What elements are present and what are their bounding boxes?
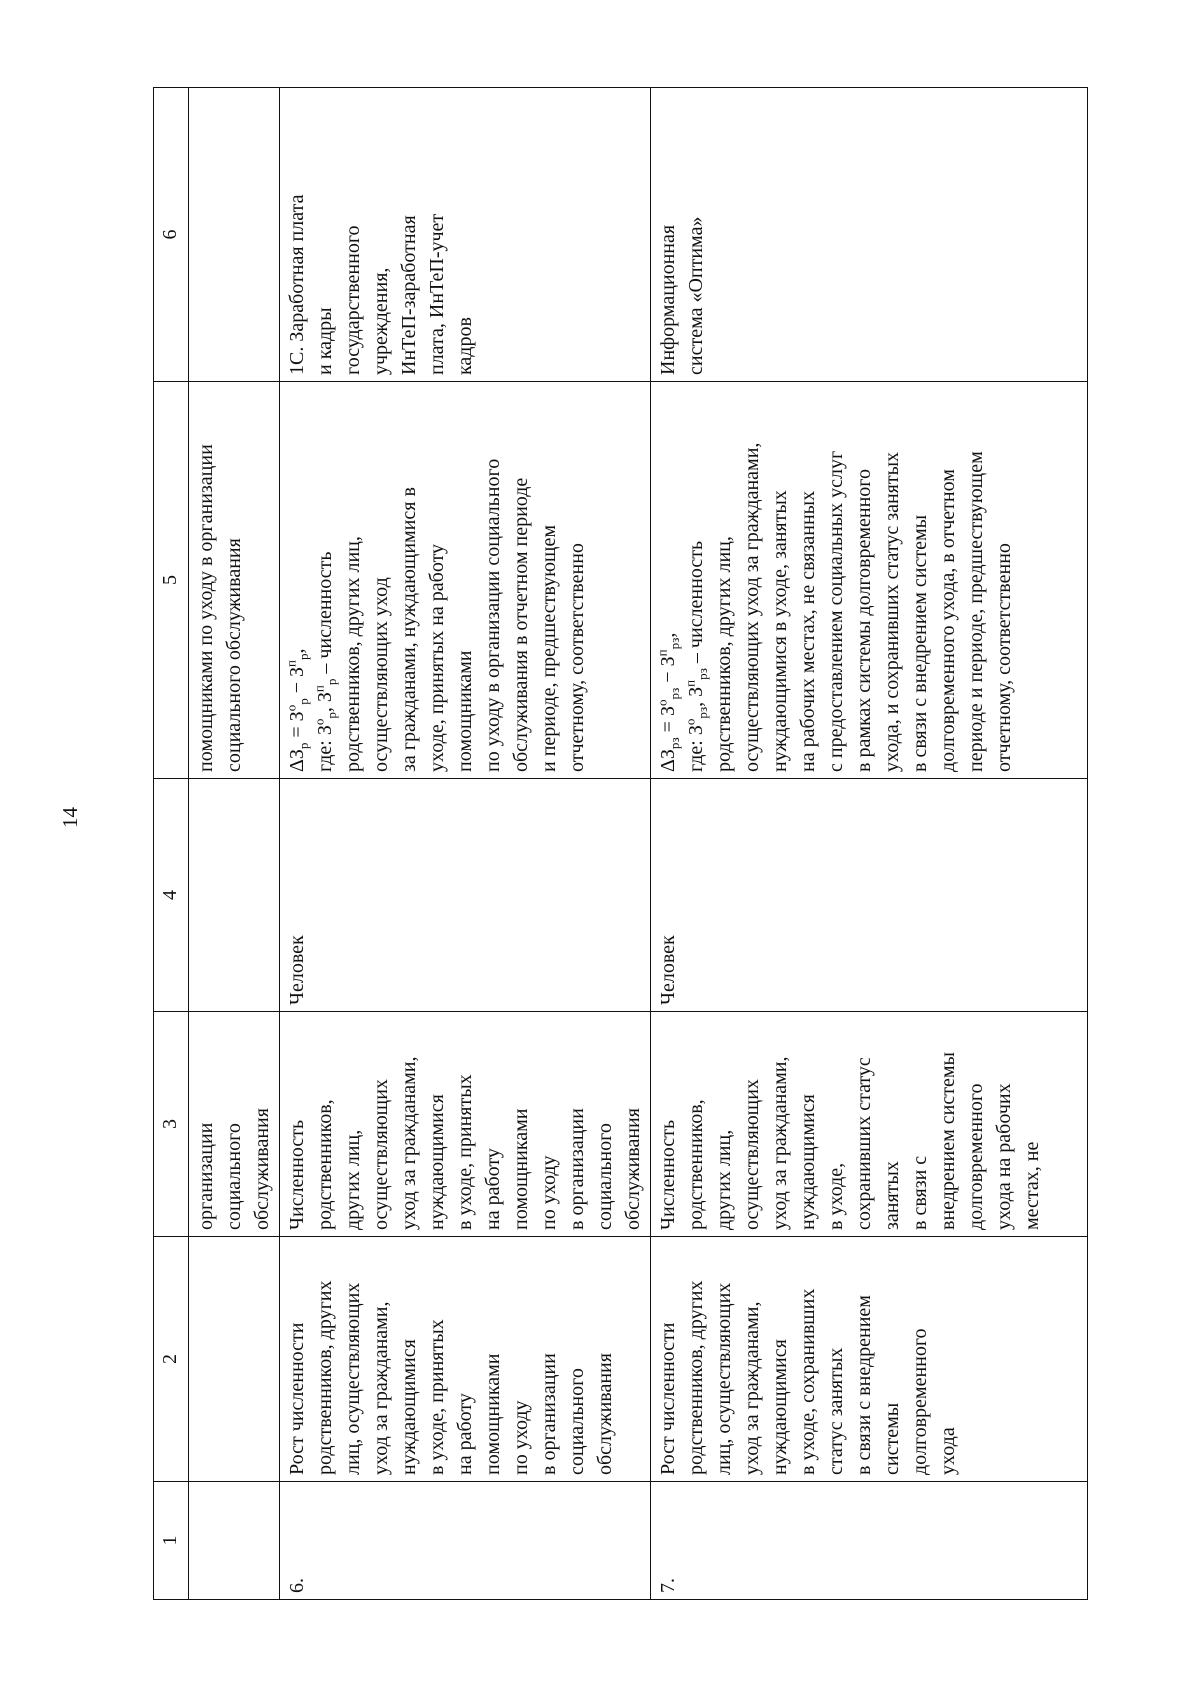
text-line: в уходе, сохранивших [797, 1288, 819, 1475]
table-row [651, 88, 1088, 1600]
formula: $\Delta З_{рз} = З^о_{рз} - З^п_{рз}$, [654, 632, 682, 772]
text-line: отчетному, соответственно [566, 543, 588, 772]
text-line: родственников, других [314, 1280, 336, 1475]
text-line: нуждающимися [797, 1094, 819, 1230]
indicator-table [153, 87, 1088, 1600]
text-line: по уходу [510, 1400, 532, 1475]
header-col-1: 1 [154, 1482, 189, 1600]
indicator-name-cell [280, 1237, 651, 1482]
text-line: и кадры [314, 307, 336, 375]
text-line: уход за гражданами, [769, 1056, 791, 1230]
continuation-method-cell [189, 382, 280, 779]
text-line: в связи с [909, 1155, 931, 1230]
formula-where: где: $З^о_р$, $З^п_р$ – численность [311, 551, 339, 772]
text-line: социального [566, 1368, 588, 1475]
text-line: ухода на рабочих [993, 1083, 1015, 1230]
text-line: помощниками [454, 650, 476, 772]
unit-cell: Человек [280, 779, 651, 1012]
text-line: сохранивших статус [853, 1057, 875, 1230]
text-line: на работу [482, 1148, 504, 1230]
cell-empty [189, 88, 280, 382]
text-line: плата, ИнТеП-учет [426, 213, 448, 375]
text-line: учреждения, [370, 267, 392, 375]
text-line: в организации [566, 1108, 588, 1230]
text-line: других лиц, [342, 1129, 364, 1230]
text-line: уход за гражданами, [741, 1301, 763, 1475]
text-line: долговременного [909, 1328, 931, 1475]
text-line: осуществляющих [370, 1079, 392, 1230]
text-line: Численность [286, 1119, 308, 1230]
text-line: в уходе, принятых [426, 1319, 448, 1475]
text-line: местах, не [1021, 1141, 1043, 1230]
row-number: 7. [651, 1482, 1088, 1600]
text-line: за гражданами, нуждающимися в [398, 487, 420, 772]
text-line: организации [195, 1122, 217, 1230]
text-line: ухода [937, 1427, 959, 1475]
text-line: в связи с внедрением [853, 1295, 875, 1475]
calculation-method-cell [651, 382, 1088, 779]
method-text [710, 388, 1018, 772]
text-line: 1С. Заработная плата [286, 194, 308, 375]
text-line: уход за гражданами, [398, 1056, 420, 1230]
text-line: обслуживания [251, 1108, 273, 1230]
text-line: родственников, [314, 1099, 336, 1230]
text-line: в организации [538, 1353, 560, 1475]
text-line: социального [594, 1123, 616, 1230]
header-col-4: 4 [154, 779, 189, 1012]
text-line: ИнТеП-заработная [398, 215, 420, 375]
text-line: долговременного ухода, в отчетном [937, 469, 959, 772]
text-line: нуждающимися [426, 1094, 448, 1230]
text-line: обслуживания [622, 1108, 644, 1230]
text-line: в уходе, принятых [454, 1074, 476, 1230]
text-line: внедрением системы [937, 1052, 959, 1230]
text-line: занятых [881, 1161, 903, 1230]
header-col-5: 5 [154, 382, 189, 779]
row-number: 6. [280, 1482, 651, 1600]
text-line: с предоставлением социальных услуг [825, 450, 847, 772]
text-line: статус занятых [825, 1347, 847, 1475]
continuation-row [189, 88, 280, 1600]
text-line: нуждающимися в уходе, занятых [769, 490, 791, 772]
text-line: по уходу в организации социального [482, 458, 504, 772]
text-line: в связи с внедрением системы [909, 514, 931, 772]
text-line: отчетному, соответственно [993, 543, 1015, 772]
text-line: государственного [342, 225, 364, 375]
text-line: в уходе, [825, 1162, 847, 1230]
cell-empty [189, 1237, 280, 1482]
table-row [280, 88, 651, 1600]
text-line: родственников, других [685, 1280, 707, 1475]
table-rotated-container [153, 88, 1091, 1600]
header-col-2: 2 [154, 1237, 189, 1482]
text-line: родственников, других лиц, [342, 536, 364, 772]
continuation-description-cell [189, 1012, 280, 1237]
cell-empty [189, 779, 280, 1012]
text-line: обслуживания в отчетном периоде [510, 477, 532, 772]
text-line: помощниками [482, 1353, 504, 1475]
page-number: 14 [58, 807, 82, 828]
indicator-description-cell [651, 1012, 1088, 1237]
text-line: осуществляющих [741, 1079, 763, 1230]
text-line: долговременного [965, 1083, 987, 1230]
text-line: лиц, осуществляющих [342, 1282, 364, 1475]
text-line: осуществляющих уход [370, 577, 392, 772]
text-line: система «Оптима» [685, 216, 707, 375]
text-line: ухода, и сохранивших статус занятых [881, 451, 903, 772]
text-line: других лиц, [713, 1129, 735, 1230]
text-line: по уходу [538, 1155, 560, 1230]
text-line: в рамках системы долговременного [853, 469, 875, 772]
formula: $\Delta З_р = З^о_р - З^п_р$, [283, 648, 311, 772]
text-line: системы [881, 1402, 903, 1475]
unit-cell: Человек [651, 779, 1088, 1012]
text-line: на рабочих местах, не связанных [797, 490, 819, 772]
text-line: Информационная [657, 224, 679, 375]
text-line: уход за гражданами, [370, 1301, 392, 1475]
text-line: социального обслуживания [223, 538, 245, 772]
text-line: осуществляющих уход за гражданами, [741, 442, 763, 772]
indicator-name-cell [651, 1237, 1088, 1482]
header-col-6: 6 [154, 88, 189, 382]
calculation-method-cell [280, 382, 651, 779]
text-line: кадров [454, 317, 476, 375]
text-line: родственников, [685, 1099, 707, 1230]
header-row [154, 88, 189, 1600]
text-line: Численность [657, 1119, 679, 1230]
text-line: обслуживания [594, 1353, 616, 1475]
header-col-3: 3 [154, 1012, 189, 1237]
method-text [339, 388, 591, 772]
text-line: на работу [454, 1393, 476, 1475]
data-source-cell [651, 88, 1088, 382]
formula-where: где: $З^о_{рз}$, $З^п_{рз}$ – численность [682, 540, 710, 772]
text-line: периоде и периоде, предшествующем [965, 451, 987, 772]
text-line: и периоде, предшествующем [538, 525, 560, 772]
text-line: уходе, принятых на работу [426, 543, 448, 772]
text-line: Рост численности [657, 1322, 679, 1475]
text-line: Рост численности [286, 1322, 308, 1475]
text-line: нуждающимися [398, 1339, 420, 1475]
data-source-cell [280, 88, 651, 382]
text-line: помощниками [510, 1108, 532, 1230]
cell-empty [189, 1482, 280, 1600]
indicator-description-cell [280, 1012, 651, 1237]
text-line: помощниками по уходу в организации [195, 444, 217, 772]
text-line: социального [223, 1123, 245, 1230]
text-line: родственников, других лиц, [713, 536, 735, 772]
text-line: лиц, осуществляющих [713, 1282, 735, 1475]
text-line: нуждающимися [769, 1339, 791, 1475]
